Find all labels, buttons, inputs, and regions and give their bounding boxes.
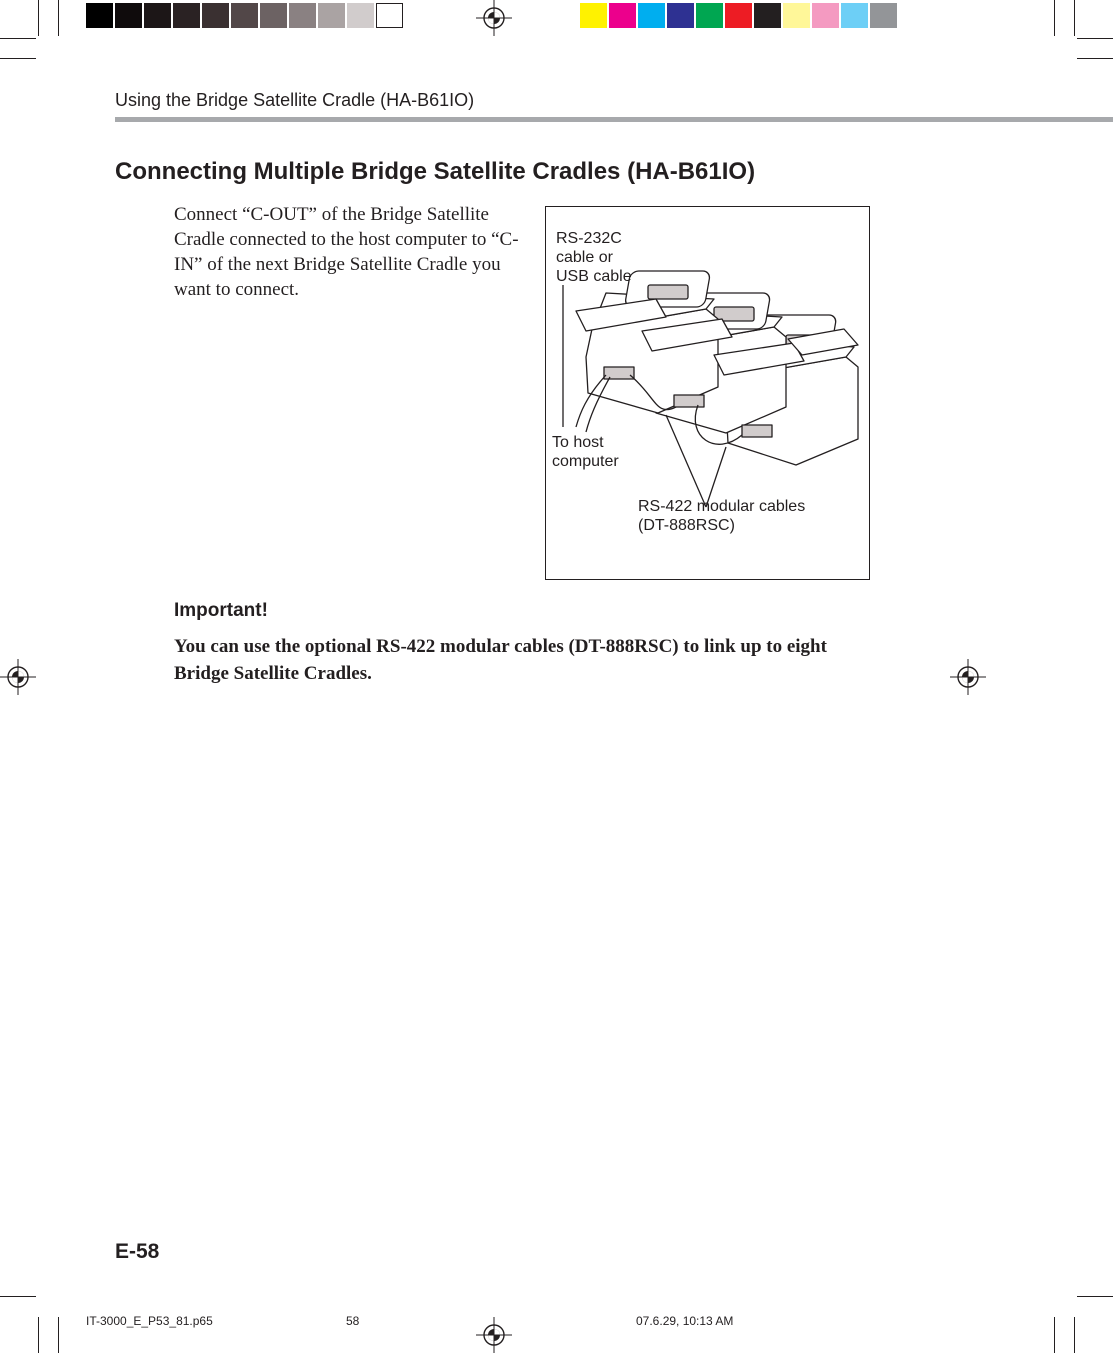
page-number: E-58	[115, 1240, 160, 1263]
color-swatch	[638, 3, 665, 28]
color-swatch	[580, 3, 607, 28]
gray-swatch	[115, 3, 142, 28]
color-swatch	[870, 3, 897, 28]
color-swatch	[812, 3, 839, 28]
color-swatch	[609, 3, 636, 28]
body-paragraph: Connect “C-OUT” of the Bridge Satellite Cradle connected to the host computer to “C-IN” of the next Bridge Satellite Cradle you want to connect.	[174, 204, 519, 300]
gray-swatch	[318, 3, 345, 28]
section-title: Connecting Multiple Bridge Satellite Cradles (HA-B61IO)	[115, 158, 756, 185]
cradle-connection-figure	[545, 206, 870, 580]
gray-swatch	[289, 3, 316, 28]
gray-swatch	[231, 3, 258, 28]
registration-mark-icon	[950, 659, 986, 695]
label-rs232c-cable: RS-232C cable or USB cable	[556, 230, 632, 285]
gray-swatch	[347, 3, 374, 28]
slug-page: 58	[346, 1314, 360, 1328]
important-heading: Important!	[174, 600, 268, 621]
header-rule	[115, 117, 1113, 122]
gray-swatch	[376, 3, 403, 28]
color-swatch	[783, 3, 810, 28]
label-rs422-cables: RS-422 modular cables (DT-888RSC)	[638, 498, 806, 534]
slug-timestamp: 07.6.29, 10:13 AM	[636, 1314, 734, 1328]
gray-calibration-bar	[86, 0, 406, 30]
slug-filename: IT-3000_E_P53_81.p65	[86, 1314, 213, 1328]
gray-swatch	[144, 3, 171, 28]
color-swatch	[667, 3, 694, 28]
color-swatch	[725, 3, 752, 28]
registration-mark-icon	[476, 0, 512, 36]
gray-swatch	[260, 3, 287, 28]
registration-mark-icon	[476, 1317, 512, 1353]
registration-mark-icon	[0, 659, 36, 695]
gray-swatch	[202, 3, 229, 28]
color-calibration-bar	[580, 0, 902, 30]
gray-swatch	[86, 3, 113, 28]
important-note: You can use the optional RS-422 modular cables (DT-888RSC) to link up to eight Bridge Satellite Cradles.	[174, 636, 827, 684]
color-swatch	[841, 3, 868, 28]
gray-swatch	[173, 3, 200, 28]
label-to-host-computer: To host computer	[552, 434, 619, 470]
color-swatch	[696, 3, 723, 28]
running-header: Using the Bridge Satellite Cradle (HA-B61IO)	[115, 90, 475, 110]
color-swatch	[754, 3, 781, 28]
